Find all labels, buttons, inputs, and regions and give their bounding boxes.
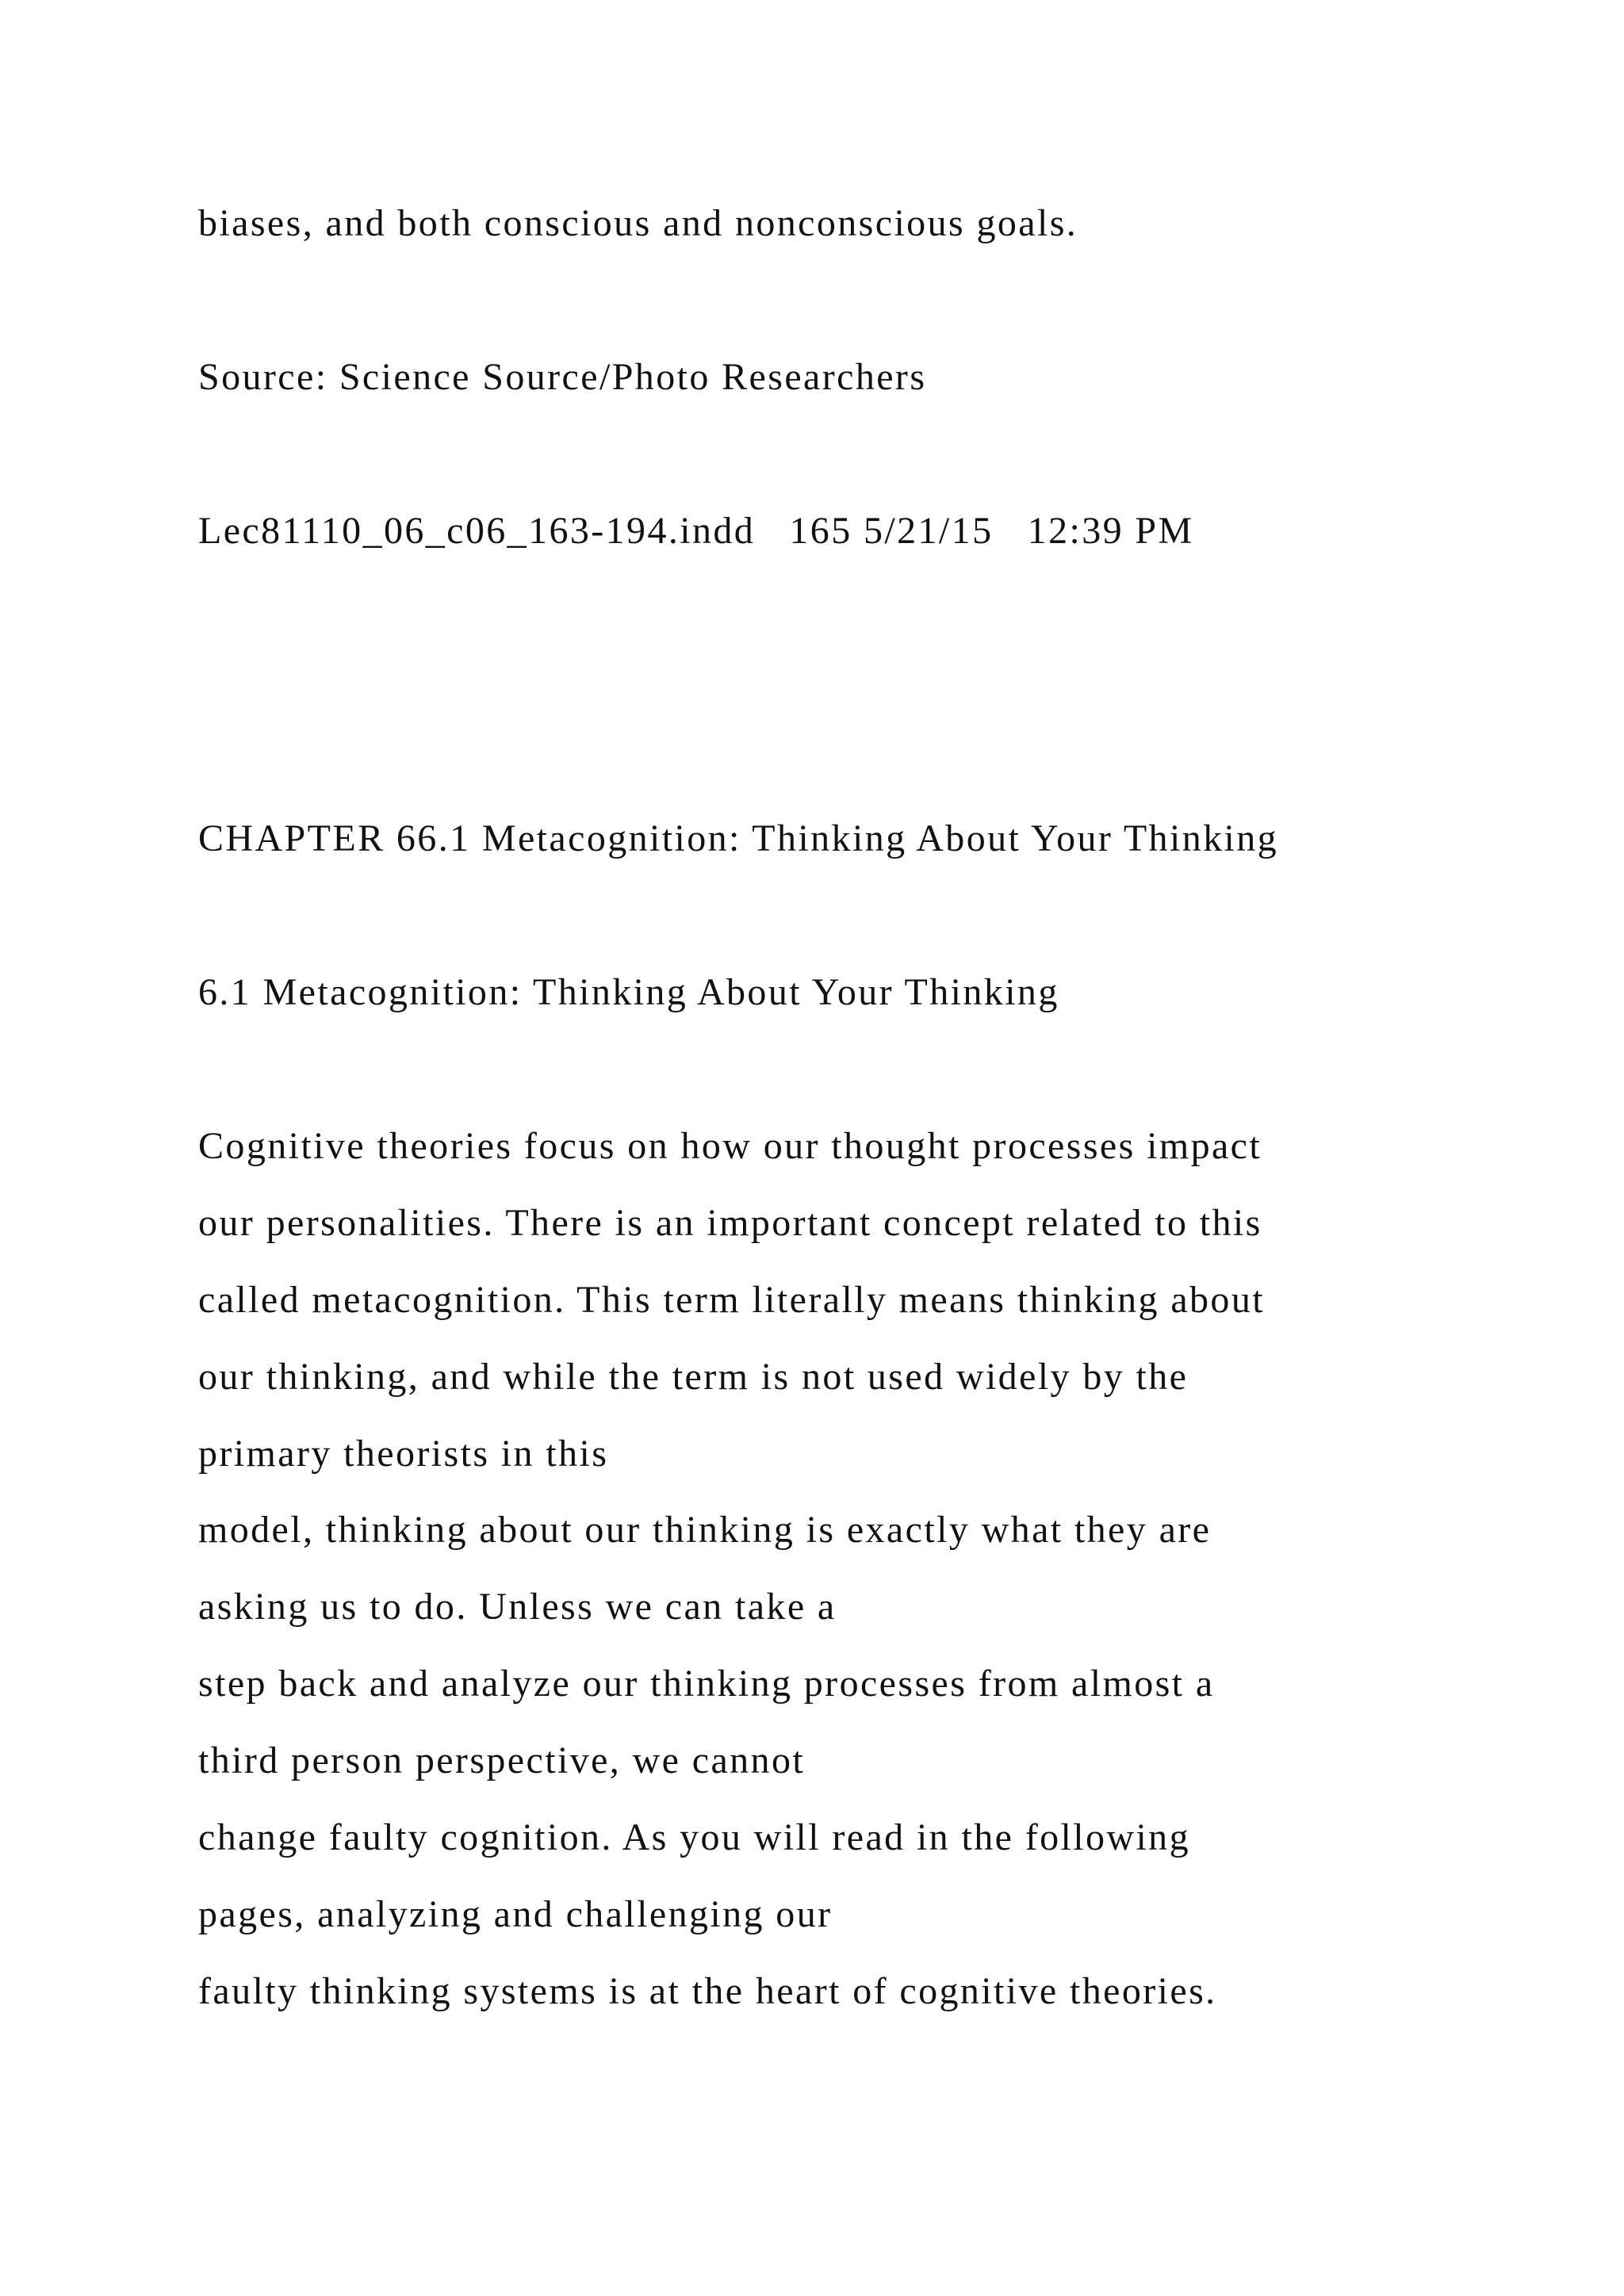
body-paragraph-line: our personalities. There is an important concept related to this xyxy=(198,1202,1262,1244)
section-heading: 6.1 Metacognition: Thinking About Your Thinking xyxy=(198,971,1059,1013)
chapter-heading: CHAPTER 66.1 Metacognition: Thinking About Your Thinking xyxy=(198,817,1279,859)
body-paragraph-line: our thinking, and while the term is not used widely by the xyxy=(198,1356,1189,1398)
file-slug-footer: Lec81110_06_c06_163-194.indd 165 5/21/15 12:39 PM xyxy=(198,510,1194,552)
body-paragraph-line: pages, analyzing and challenging our xyxy=(198,1893,833,1935)
body-paragraph-line: faulty thinking systems is at the heart of cognitive theories. xyxy=(198,1970,1217,2012)
body-paragraph-line: asking us to do. Unless we can take a xyxy=(198,1586,837,1628)
body-paragraph-line: Cognitive theories focus on how our thought processes impact xyxy=(198,1125,1262,1167)
body-paragraph-line: step back and analyze our thinking processes from almost a xyxy=(198,1663,1215,1705)
body-paragraph-line: change faulty cognition. As you will read in the following xyxy=(198,1816,1190,1858)
body-paragraph-line: third person perspective, we cannot xyxy=(198,1739,806,1781)
body-paragraph-line: primary theorists in this xyxy=(198,1433,609,1475)
body-paragraph-line: called metacognition. This term literally means thinking about xyxy=(198,1279,1265,1321)
body-paragraph-line: model, thinking about our thinking is exactly what they are xyxy=(198,1509,1212,1551)
text-line-goals: biases, and both conscious and nonconscious goals. xyxy=(198,202,1078,244)
image-source-caption: Source: Science Source/Photo Researchers xyxy=(198,356,927,398)
